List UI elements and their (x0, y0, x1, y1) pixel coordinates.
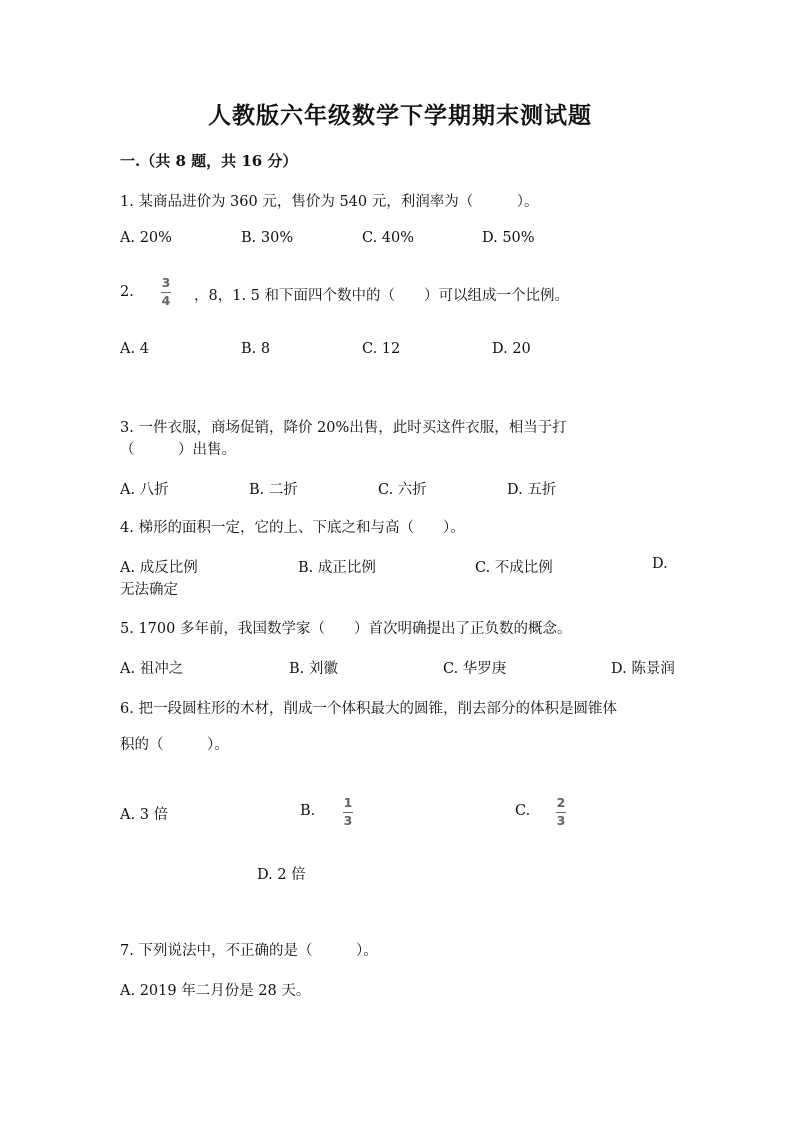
q1-option-a: A. 20% (120, 230, 172, 246)
q2-option-d: D. 20 (492, 341, 531, 357)
q5-option-c: C. 华罗庚 (443, 661, 507, 677)
question-3-line-2: （ ）出售。 (120, 442, 236, 458)
q4-option-d-continued: 无法确定 (120, 582, 178, 598)
q1-option-d: D. 50% (482, 230, 535, 246)
section-header: 一.（共 8 题，共 16 分） (120, 152, 298, 170)
q6-option-a: A. 3 倍 (120, 807, 169, 823)
q6-option-d: D. 2 倍 (257, 867, 306, 883)
q6-c-denominator: 3 (556, 812, 566, 828)
q6-option-c-fraction (556, 797, 566, 827)
q5-option-d: D. 陈景润 (611, 661, 675, 677)
q5-option-a: A. 祖冲之 (120, 661, 184, 677)
q2-fraction-denominator: 4 (161, 292, 171, 308)
question-1: 1. 某商品进价为 360 元，售价为 540 元，利润率为（ ）。 (120, 194, 539, 210)
q3-option-b: B. 二折 (249, 482, 298, 498)
q6-c-numerator: 2 (556, 795, 566, 810)
q7-option-a: A. 2019 年二月份是 28 天。 (120, 983, 311, 999)
question-3-line-1: 3. 一件衣服，商场促销，降价 20%出售，此时买这件衣服，相当于打 (120, 420, 567, 436)
q1-option-b: B. 30% (241, 230, 294, 246)
q6-b-denominator: 3 (343, 812, 353, 828)
q6-option-c: C. (515, 803, 531, 819)
question-6-line-2: 积的（ ）。 (120, 737, 229, 753)
question-6-line-1: 6. 把一段圆柱形的木材，削成一个体积最大的圆锥，削去部分的体积是圆锥体 (120, 701, 617, 717)
q5-option-b: B. 刘徽 (289, 661, 338, 677)
q3-option-a: A. 八折 (120, 482, 169, 498)
q4-option-c: C. 不成比例 (475, 560, 553, 576)
q6-option-b: B. (300, 803, 316, 819)
question-7: 7. 下列说法中，不正确的是（ ）。 (120, 943, 378, 959)
q1-option-c: C. 40% (362, 230, 415, 246)
q3-option-d: D. 五折 (507, 482, 557, 498)
q2-option-a: A. 4 (120, 341, 149, 357)
question-5: 5. 1700 多年前，我国数学家（ ）首次明确提出了正负数的概念。 (120, 621, 572, 637)
question-2-number: 2. (120, 284, 134, 300)
q2-fraction-numerator: 3 (161, 275, 171, 290)
q4-option-d: D. (652, 556, 668, 572)
page-title: 人教版六年级数学下学期期末测试题 (208, 102, 592, 129)
question-4: 4. 梯形的面积一定，它的上、下底之和与高（ ）。 (120, 520, 465, 536)
q2-fraction (161, 277, 171, 307)
q4-option-a: A. 成反比例 (120, 560, 198, 576)
q6-b-numerator: 1 (343, 795, 353, 810)
q6-option-b-fraction (343, 797, 353, 827)
q3-option-c: C. 六折 (378, 482, 427, 498)
q2-option-b: B. 8 (241, 341, 271, 357)
q2-option-c: C. 12 (362, 341, 401, 357)
q4-option-b: B. 成正比例 (298, 560, 376, 576)
question-2-text: ，8，1. 5 和下面四个数中的（ ）可以组成一个比例。 (194, 288, 570, 304)
